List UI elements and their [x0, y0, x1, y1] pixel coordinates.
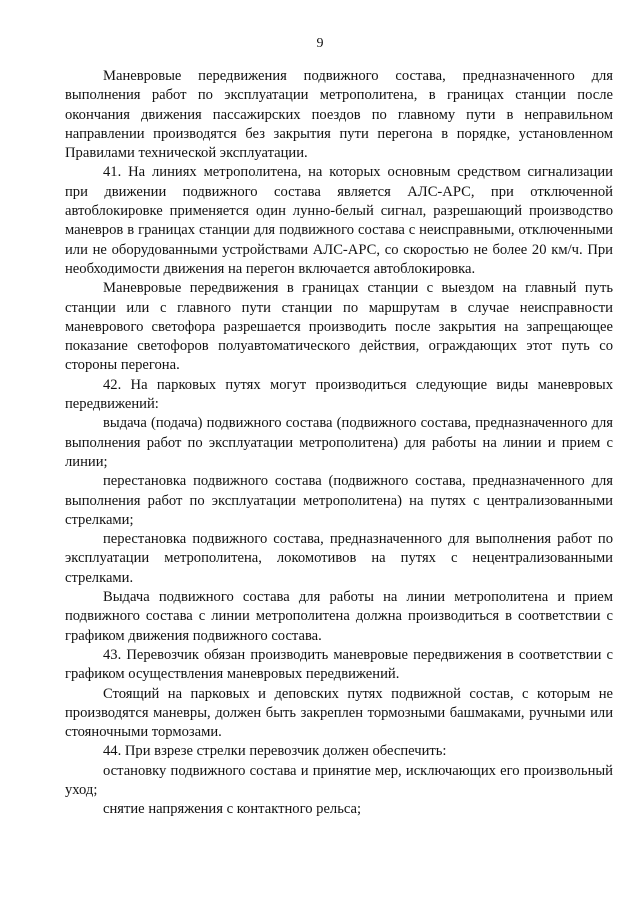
- paragraph: Маневровые передвижения подвижного состава, предназначенного для выполнения работ по эксплуатации метрополитена, в границах станции после окончания движения пассажирских поездов по главному пути в неправильном направлении производятся без закрытия пути перегона в порядке, установленном Правилами технической эксплуатации.: [65, 68, 613, 162]
- paragraph: Выдача подвижного состава для работы на линии метрополитена и прием подвижного состава с линии метрополитена должна производиться в соответствии с графиком движения подвижного состава.: [65, 589, 613, 644]
- paragraph: остановку подвижного состава и принятие мер, исключающих его произвольный уход;: [65, 762, 613, 798]
- paragraph: 44. При взрезе стрелки перевозчик должен обеспечить:: [103, 743, 447, 760]
- paragraph: 41. На линиях метрополитена, на которых основным средством сигнализации при движении подвижного состава является АЛС-АРС, при отключенной автоблокировке применяется один лунно-белый сигнал, разрешающий производство маневров в границах станции для подвижного состава с неисправными, отключенными или не оборудованными устройствами АЛС-АРС, со скоростью не более 20 км/ч. При необходимости движения на перегон включается автоблокировка.: [65, 164, 613, 277]
- paragraph: выдача (подача) подвижного состава (подвижного состава, предназначенного для выполнения работ по эксплуатации метрополитена) для работы на линии и прием с линии;: [65, 415, 613, 470]
- paragraph: перестановка подвижного состава (подвижного состава, предназначенного для выполнения работ по эксплуатации метрополитена) на путях с централизованными стрелками;: [65, 473, 613, 528]
- paragraph: Маневровые передвижения в границах станции с выездом на главный путь станции или с главного пути станции по маршрутам в случае неисправности маневрового светофора разрешается производить после закрытия на запрещающее показание светофоров полуавтоматического действия, ограждающих этот путь со стороны перегона.: [65, 280, 613, 374]
- paragraph: 42. На парковых путях могут производиться следующие виды маневровых передвижений:: [65, 376, 613, 413]
- paragraph: перестановка подвижного состава, предназначенного для выполнения работ по эксплуатации метрополитена, локомотивов на путях с нецентрализованными стрелками.: [65, 531, 613, 586]
- paragraph: снятие напряжения с контактного рельса;: [103, 801, 362, 818]
- document-body: [65, 67, 613, 820]
- page-number: 9: [316, 36, 324, 51]
- paragraph: 43. Перевозчик обязан производить маневровые передвижения в соответствии с графиком осуществления маневровых передвижений.: [65, 646, 613, 683]
- paragraph: Стоящий на парковых и деповских путях подвижной состав, с которым не производятся маневры, должен быть закреплен тормозными башмаками, ручными или стояночными тормозами.: [65, 685, 613, 741]
